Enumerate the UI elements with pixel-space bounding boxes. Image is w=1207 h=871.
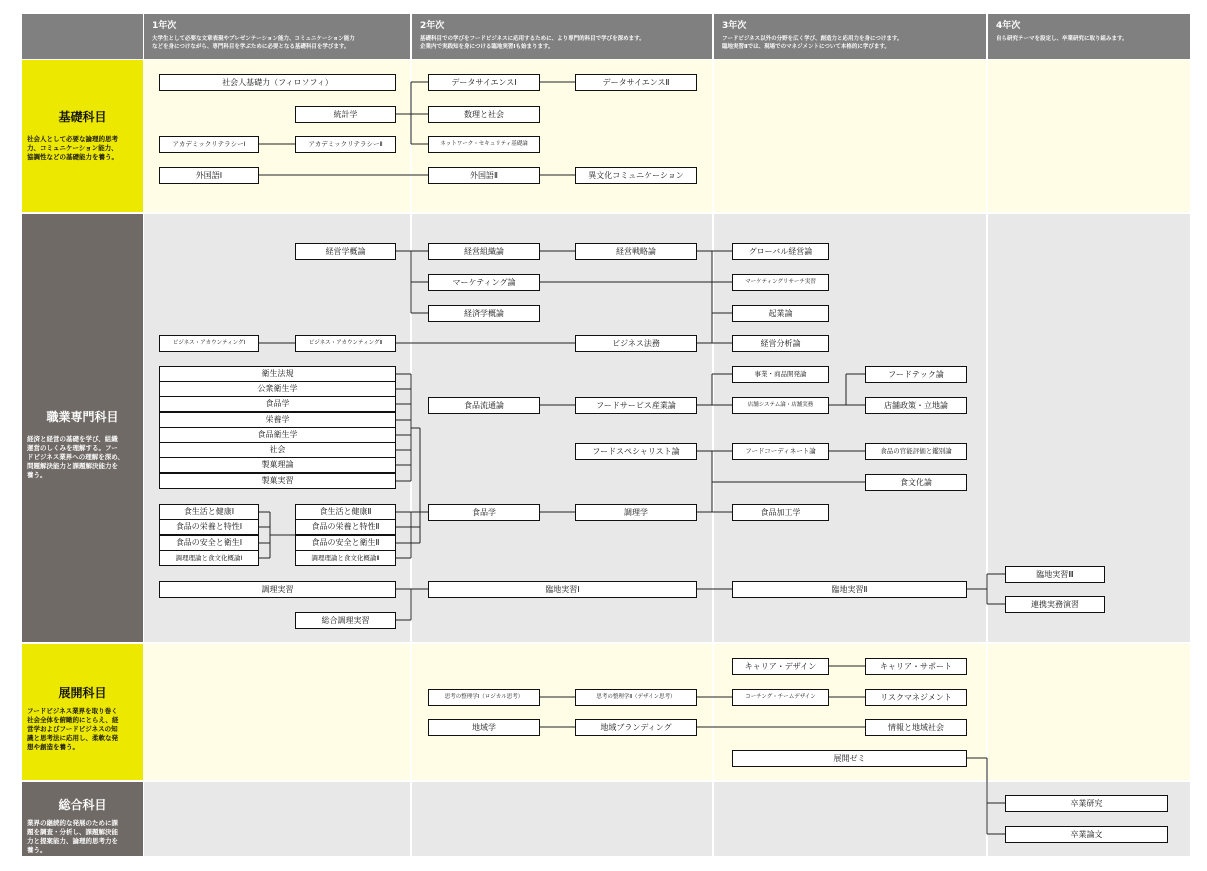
course-tenkai-zemi: 展開ゼミ: [732, 750, 967, 767]
course-keiei-bunseki: 経営分析論: [732, 335, 829, 352]
course-eisei-houki: 衛生法規: [159, 366, 396, 382]
course-rinchi1: 臨地実習Ⅰ: [428, 581, 697, 598]
course-coordinate: フードコーディネート論: [732, 443, 829, 460]
course-kigyou: 起業論: [732, 305, 829, 322]
course-anzen1: 食品の安全と衛生Ⅰ: [159, 535, 259, 551]
category-name: 基礎科目: [58, 110, 107, 124]
course-coaching: コーチング・チームデザイン: [732, 689, 829, 706]
course-shakai: 社会: [159, 442, 396, 458]
course-academic2: アカデミックリテラシーⅡ: [295, 136, 396, 153]
course-rinchi3: 臨地実習Ⅲ: [1005, 566, 1105, 583]
course-chouri-riron1: 調理理論と食文化概論Ⅰ: [159, 550, 259, 566]
course-kenkou2: 食生活と健康Ⅱ: [295, 504, 396, 520]
course-kannou: 食品の官能評価と鑑別論: [865, 443, 967, 460]
course-ryutsu: 食品流通論: [428, 397, 540, 414]
course-global: グローバル経営論: [732, 243, 829, 260]
course-seika-riron: 製菓理論: [159, 457, 396, 473]
course-jouhou: 情報と地域社会: [865, 719, 967, 736]
course-eiyou-tokusei2: 食品の栄養と特性Ⅱ: [295, 519, 396, 535]
course-shakaijin: 社会人基礎力（フィロソフィ）: [159, 74, 396, 91]
year-label: 4年次: [996, 21, 1021, 31]
course-shikou1: 思考の整理学Ⅰ（ロジカル思考）: [428, 689, 540, 706]
category-desc: 業界の継続的な発展のために課 題を調査・分析し、課題解決能 力と提案能力、論理的思考力を 養う。: [27, 819, 118, 854]
course-shokubunka: 食文化論: [865, 474, 967, 491]
course-biz-acc2: ビジネス・アカウンティングⅡ: [295, 335, 396, 352]
course-keiei-gairon: 経営学概論: [295, 243, 396, 260]
course-foodtech: フードテック論: [865, 366, 967, 383]
year-desc: 自ら研究テーマを設定し、卒業研究に取り組みます。: [996, 36, 1128, 42]
course-food-service: フードサービス産業論: [575, 397, 697, 414]
course-anzen2: 食品の安全と衛生Ⅱ: [295, 535, 396, 551]
course-network: ネットワーク・セキュリティ基礎論: [428, 136, 540, 153]
course-rinchi2: 臨地実習Ⅱ: [732, 581, 967, 598]
course-ds1: データサイエンスⅠ: [428, 74, 540, 91]
course-kakou: 食品加工学: [732, 504, 829, 521]
year-desc: 基礎科目での学びをフードビジネスに応用するために、より専門的科目で学びを深めます。 企業内で実践知を身につける臨地実習Ⅰも始まります。: [420, 36, 645, 50]
year-label: 2年次: [420, 21, 445, 31]
year-desc: フードビジネス以外の分野を広く学び、創造力と応用力を身につけます。 臨地実習Ⅱでは、現場でのマネジメントについて本格的に学びます。: [722, 36, 903, 50]
course-keiei-soshiki: 経営組織論: [428, 243, 540, 260]
course-career-support: キャリア・サポート: [865, 658, 967, 675]
course-eiyou: 栄養学: [159, 412, 396, 428]
year-label: 3年次: [722, 21, 747, 31]
course-ds2: データサイエンスⅡ: [575, 74, 697, 91]
category-desc: 経済と経営の基礎を学び、組織 運営のしくみを理解する。フー ドビジネス業界への理解を深め、 問題解決能力と課題解決能力を 養う。: [27, 435, 125, 479]
course-risk: リスクマネジメント: [865, 689, 967, 706]
course-chourigaku: 調理学: [575, 504, 697, 521]
course-shokuhin-gaku: 食品学: [159, 396, 396, 412]
course-seika-jisshu: 製菓実習: [159, 473, 396, 489]
course-toukei: 統計学: [295, 106, 396, 123]
course-kenkou1: 食生活と健康Ⅰ: [159, 504, 259, 520]
category-name: 総合科目: [58, 798, 107, 812]
course-shokuhin: 食品学: [428, 504, 540, 521]
course-chouri-riron2: 調理理論と食文化概論Ⅱ: [295, 550, 396, 566]
course-sougou-chouri: 総合調理実習: [295, 612, 396, 629]
year-label: 1年次: [152, 21, 177, 31]
course-tenpo-system: 店舗システム論・店舗実務: [732, 397, 829, 414]
course-ibunka: 異文化コミュニケーション: [575, 167, 697, 184]
category-name: 職業専門科目: [46, 410, 119, 424]
category-name: 展開科目: [58, 686, 107, 700]
course-chiiki-brand: 地域ブランディング: [575, 719, 697, 736]
course-shokuhin-eisei: 食品衛生学: [159, 427, 396, 443]
course-career-design: キャリア・デザイン: [732, 658, 829, 675]
course-jigyou: 事業・商品開発論: [732, 366, 829, 383]
course-tenpo-seisaku: 店舗政策・立地論: [865, 397, 967, 414]
course-sotsu-ronbun: 卒業論文: [1005, 826, 1168, 843]
course-specialist: フードスペシャリスト論: [575, 443, 697, 460]
course-chouri-jisshu: 調理実習: [159, 581, 396, 598]
course-koushu: 公衆衛生学: [159, 381, 396, 397]
course-gaikoku2: 外国語Ⅱ: [428, 167, 540, 184]
course-biz-acc1: ビジネス・アカウンティングⅠ: [159, 335, 259, 352]
course-marketing: マーケティング論: [428, 274, 540, 291]
course-eiyou-tokusei1: 食品の栄養と特性Ⅰ: [159, 519, 259, 535]
course-chiiki: 地域学: [428, 719, 540, 736]
course-mr-jisshu: マーケティングリサーチ実習: [732, 274, 829, 291]
course-keiei-senryaku: 経営戦略論: [575, 243, 697, 260]
course-suuri: 数理と社会: [428, 106, 540, 123]
course-academic1: アカデミックリテラシーⅠ: [159, 136, 259, 153]
course-biz-hou: ビジネス法務: [575, 335, 697, 352]
course-gaikoku1: 外国語Ⅰ: [159, 167, 259, 184]
course-renkei: 連携実務演習: [1005, 596, 1105, 613]
year-desc: 大学生として必要な文章表現やプレゼンテーション能力、コミュニケーション能力 などを身につけながら、専門科目を学ぶために必要となる基礎科目を学びます。: [152, 36, 355, 50]
course-shikou2: 思考の整理学Ⅱ（デザイン思考）: [575, 689, 697, 706]
category-desc: 社会人として必要な論理的思考 力、コミュニケーション能力、 協調性などの基礎能力を養う。: [27, 135, 118, 161]
category-desc: フードビジネス業界を取り巻く 社会全体を俯瞰的にとらえ、経 営学およびフードビジネスの知 識と思考法に応用し、柔軟な発 想や創造を養う。: [27, 707, 119, 751]
course-sotsu-kenkyu: 卒業研究: [1005, 795, 1168, 812]
course-keizai: 経済学概論: [428, 305, 540, 322]
